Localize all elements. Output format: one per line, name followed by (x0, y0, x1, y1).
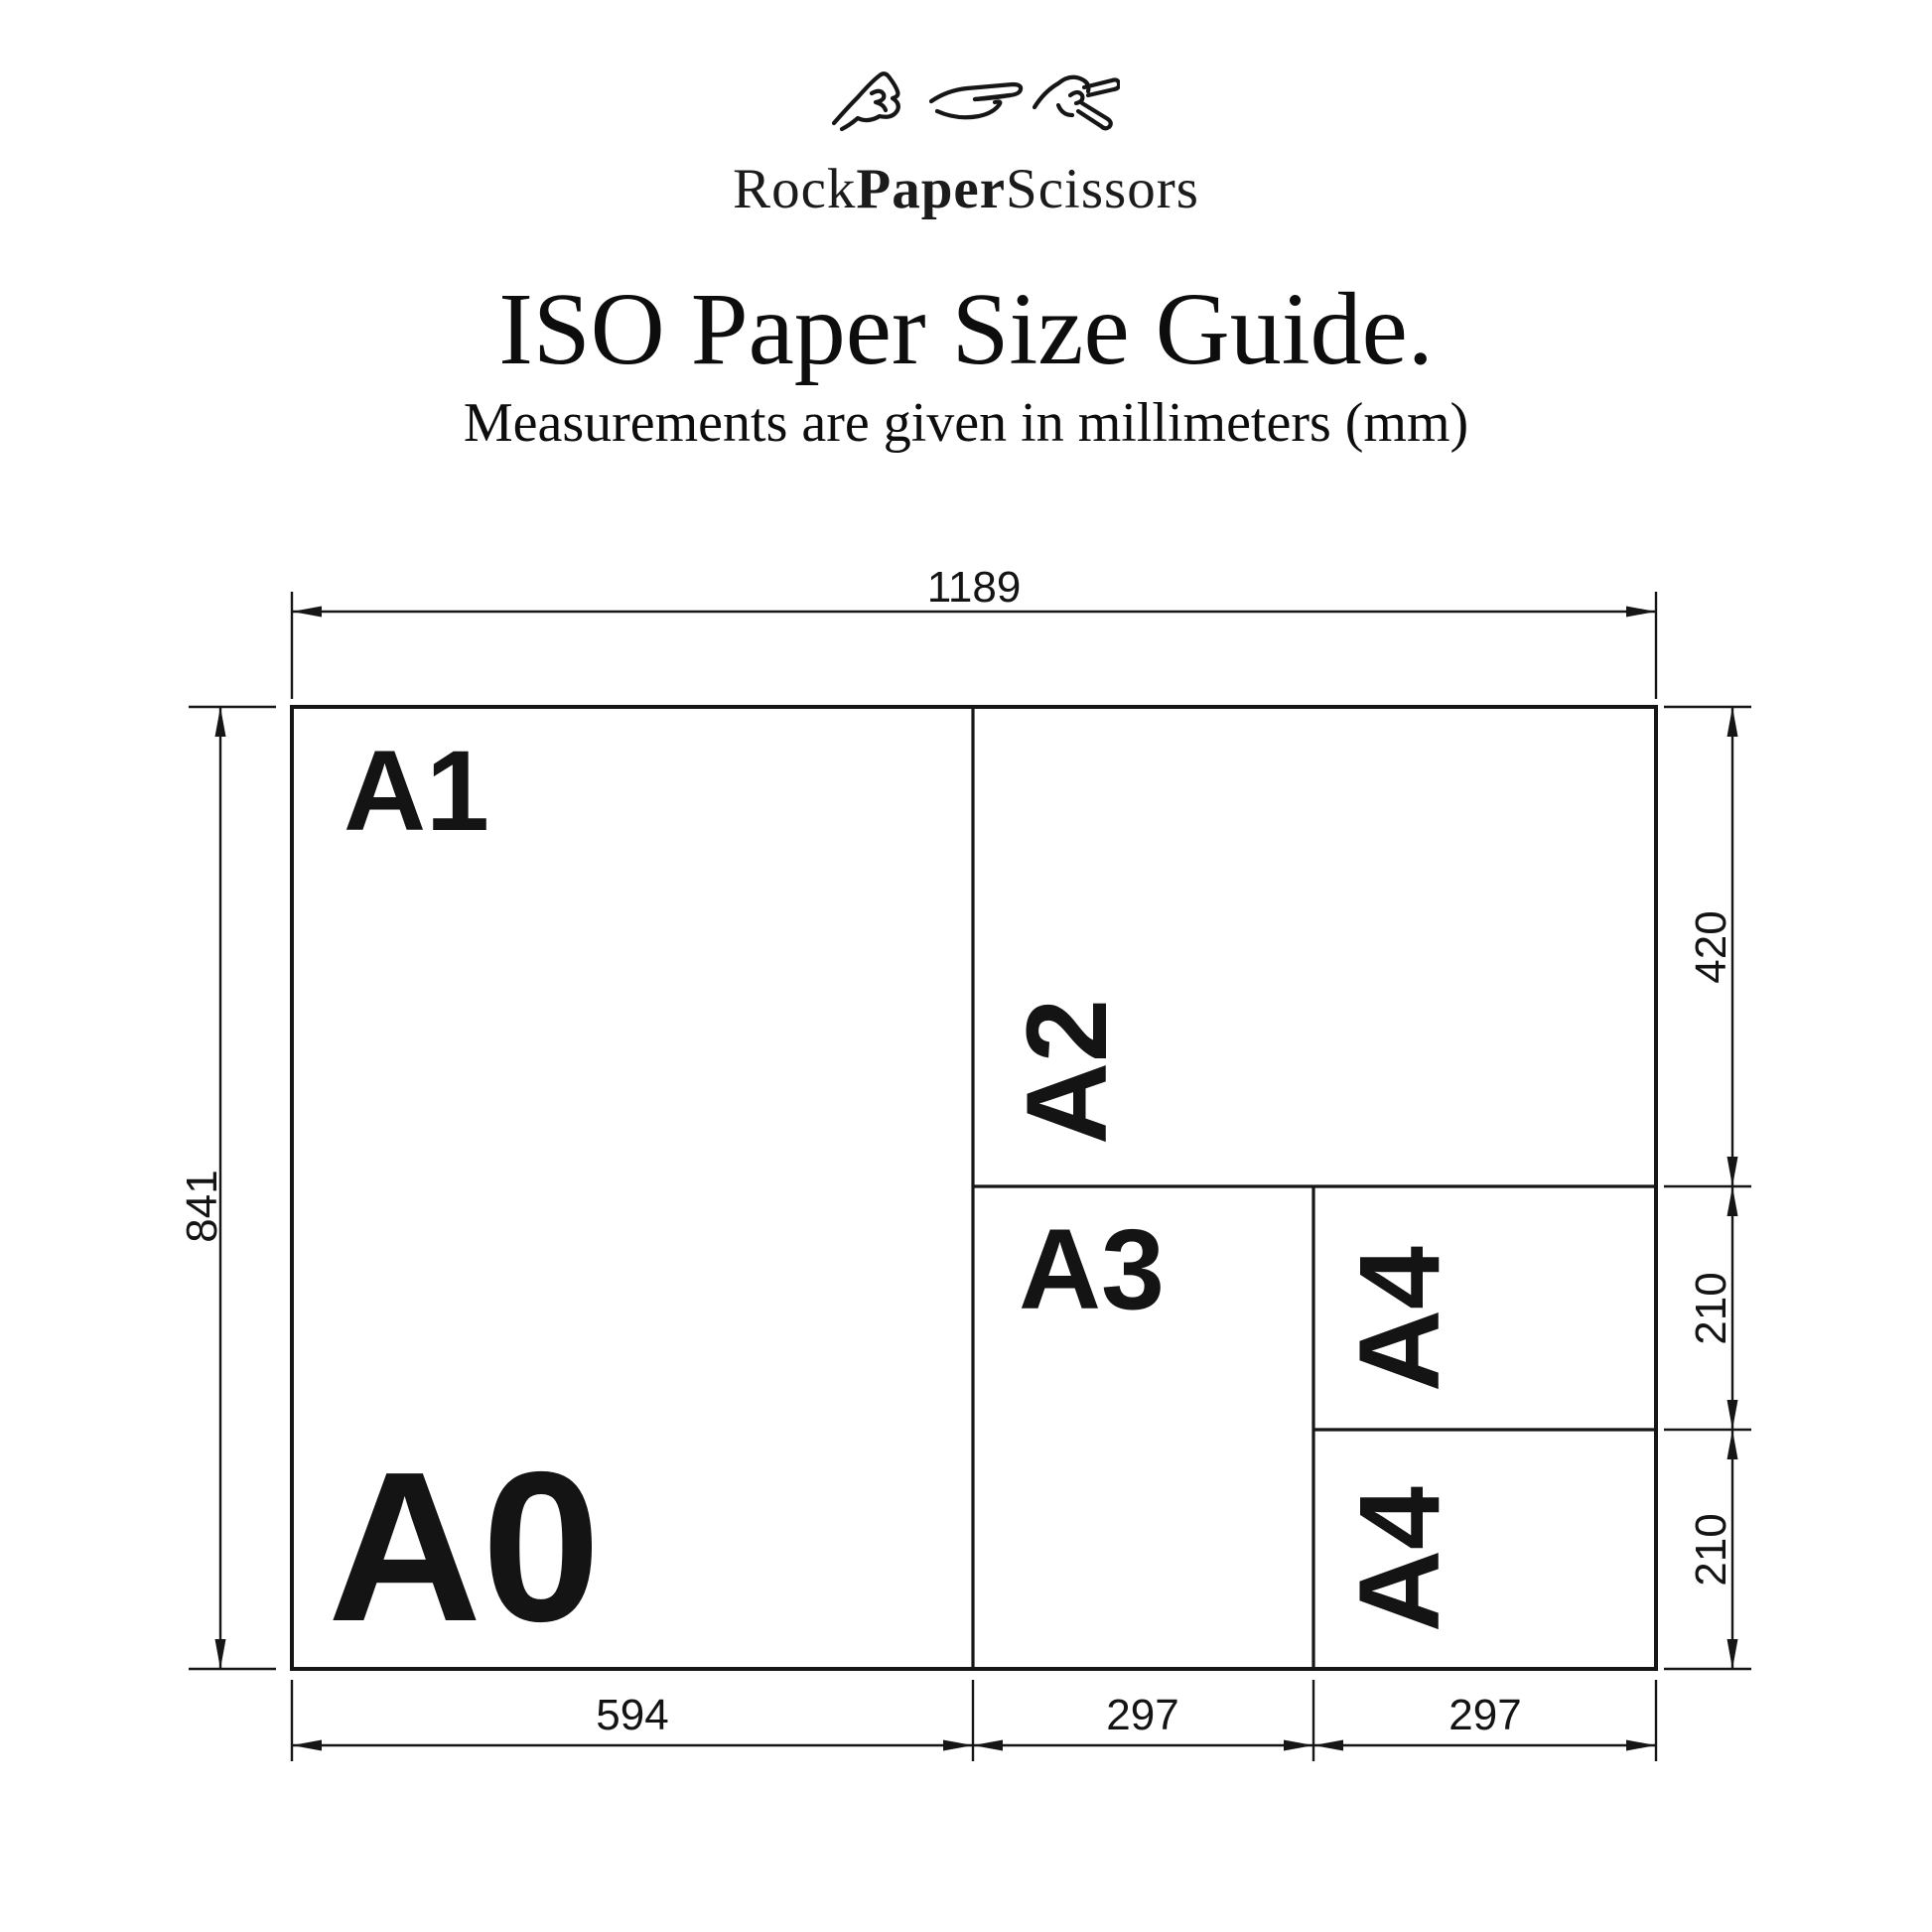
dimension-left-height (178, 707, 276, 1669)
dimension-bottom-widths (292, 1680, 1656, 1761)
dim-label-297-a4: 297 (1449, 1691, 1522, 1739)
arrowhead-left (292, 1740, 322, 1751)
arrowhead-left (292, 607, 322, 618)
label-a4-upper: A4 (1336, 1245, 1463, 1392)
dimension-top-width (292, 563, 1656, 699)
arrowhead-left (973, 1740, 1003, 1751)
page-subtitle: Measurements are given in millimeters (mm) (463, 392, 1469, 454)
arrowhead-up (1727, 1430, 1738, 1459)
arrowhead-down (215, 1639, 226, 1669)
brand-scissors: Scissors (1006, 158, 1199, 220)
dim-label-420: 420 (1687, 910, 1735, 984)
arrowhead-left (1313, 1740, 1343, 1751)
arrowhead-right (1626, 607, 1656, 618)
arrowhead-down (1727, 1400, 1738, 1430)
arrowhead-right (1284, 1740, 1313, 1751)
dim-label-210-lower: 210 (1687, 1513, 1735, 1587)
dim-label-1189: 1189 (926, 563, 1022, 612)
arrowhead-down (1727, 1639, 1738, 1669)
arrowhead-right (943, 1740, 973, 1751)
label-a2: A2 (1004, 998, 1131, 1145)
dimension-right-heights (1664, 707, 1751, 1669)
arrowhead-up (1727, 1186, 1738, 1216)
arrowhead-right (1626, 1740, 1656, 1751)
dim-label-210-upper: 210 (1687, 1272, 1735, 1345)
dim-label-297-a3: 297 (1106, 1691, 1179, 1739)
page-title: ISO Paper Size Guide. (498, 272, 1434, 386)
brand-rock: Rock (733, 158, 857, 220)
label-a0: A0 (328, 1427, 601, 1666)
label-a4-lower: A4 (1336, 1485, 1463, 1632)
dim-label-841: 841 (178, 1170, 226, 1243)
brand-paper: Paper (856, 158, 1007, 220)
dim-label-594: 594 (596, 1691, 669, 1739)
label-a1: A1 (344, 728, 490, 855)
label-a3: A3 (1019, 1206, 1166, 1333)
arrowhead-down (1727, 1157, 1738, 1186)
arrowhead-up (215, 707, 226, 737)
arrowhead-up (1727, 707, 1738, 737)
